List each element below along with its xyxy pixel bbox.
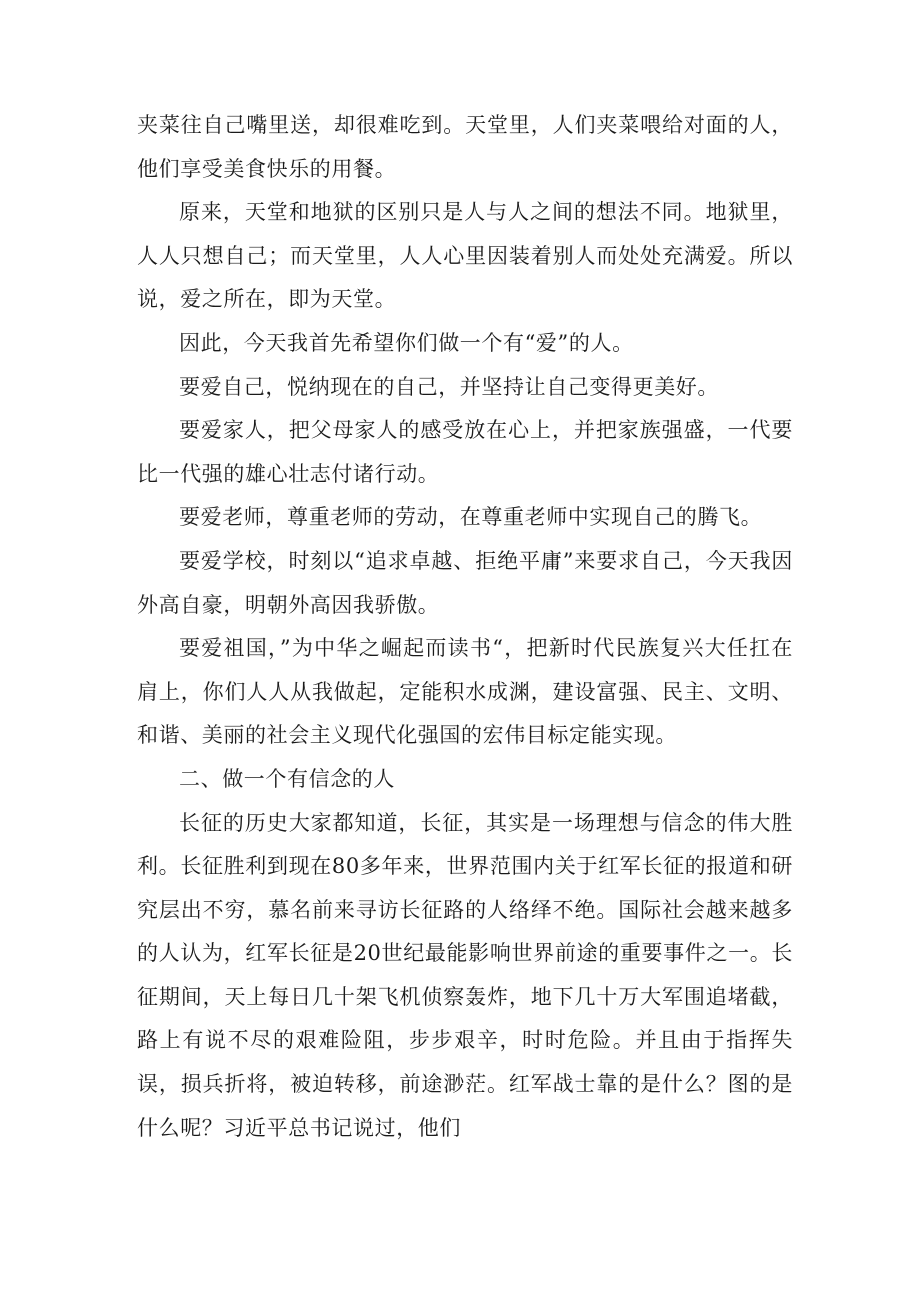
- paragraph-continued: 夹菜往自己嘴里送，却很难吃到。天堂里，人们夹菜喂给对面的人，他们享受美食快乐的用餐。: [137, 113, 793, 181]
- paragraph-love-school: 要爱学校，时刻以“追求卓越、拒绝平庸”来要求自己，今天我因外高自豪，明朝外高因我骄傲。: [137, 548, 793, 617]
- paragraph-love-self: 要爱自己，悦纳现在的自己，并坚持让自己变得更美好。: [179, 374, 719, 399]
- paragraph-love-teacher: 要爱老师，尊重老师的劳动，在尊重老师中实现自己的腾飞。: [179, 505, 763, 530]
- paragraph-long-march: 长征的历史大家都知道，长征，其实是一场理想与信念的伟大胜利。长征胜利到现在80多年来，世界范围内关于红军长征的报道和研究层出不穷，慕名前来寻访长征路的人络绎不绝。国际社会越来越多的人认为，红军长征是20世纪最能影响世界前途的重要事件之一。长征期间，天上每日几十架飞机侦察轰炸，地下几十万大军围追堵截，路上有说不尽的艰难险阻，步步艰辛，时时危险。并且由于指挥失误，损兵折将，被迫转移，前途渺茫。红军战士靠的是什么？图的是什么呢？习近平总书记说过，他们: [137, 810, 793, 1140]
- paragraph-heaven-hell: 原来，天堂和地狱的区别只是人与人之间的想法不同。地狱里，人人只想自己；而天堂里，人人心里因装着别人而处处充满爱。所以说，爱之所在，即为天堂。: [137, 200, 793, 312]
- paragraph-love-wish: 因此，今天我首先希望你们做一个有“爱”的人。: [179, 330, 634, 355]
- document-body: [137, 104, 793, 1150]
- section-heading: 二、做一个有信念的人: [179, 766, 395, 791]
- paragraph-love-country: 要爱祖国，”为中华之崛起而读书“，把新时代民族复兴大任扛在肩上，你们人人从我做起，定能积水成渊，建设富强、民主、文明、和谐、美丽的社会主义现代化强国的宏伟目标定能实现。: [137, 636, 793, 748]
- paragraph-love-family: 要爱家人，把父母家人的感受放在心上，并把家族强盛，一代要比一代强的雄心壮志付诸行动。: [137, 418, 793, 486]
